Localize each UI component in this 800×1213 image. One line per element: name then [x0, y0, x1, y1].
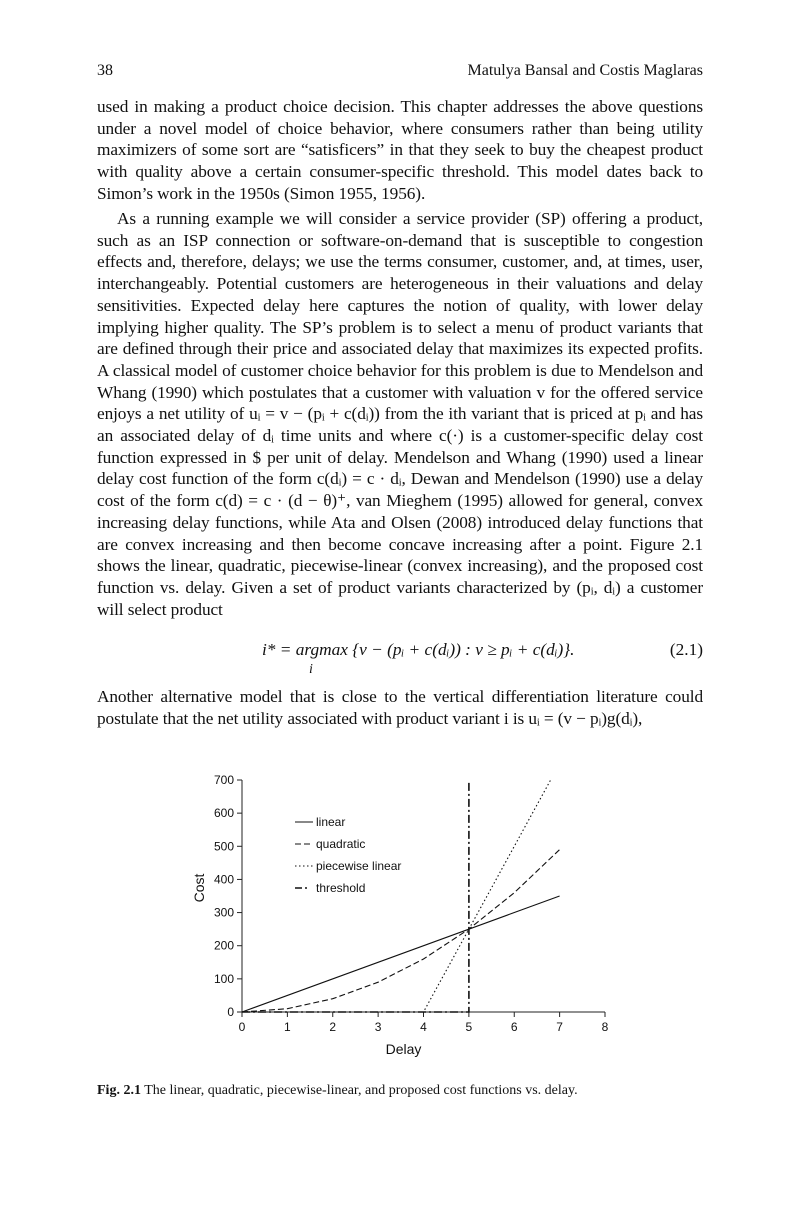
legend-label: quadratic — [316, 837, 366, 851]
legend-label: piecewise linear — [316, 859, 402, 873]
y-tick-label: 400 — [213, 872, 234, 887]
x-tick-label: 6 — [510, 1020, 518, 1034]
equation-2-1 — [97, 632, 703, 676]
x-tick-label: 3 — [374, 1020, 382, 1034]
x-tick-label: 2 — [329, 1020, 337, 1034]
equation-subscript: i — [309, 662, 313, 677]
equation-text: i* = argmax {v − (pᵢ + c(dᵢ)) : v ≥ pᵢ + c(dᵢ)}. — [262, 640, 575, 659]
paragraph-text: As a running example we will consider a service provider (SP) offering a product, such as an ISP connection or software-on-demand that is susceptible to congestion effects and, therefore, delays; we use the terms consumer, customer, and, at times, user, interchangeably. Potential customers are heterogeneous in their valuations and delay sensitivities. Expected delay here captures the notion of quality, with lower delay implying higher quality. The SP’s problem is to select a menu of product variants that are defined through their price and associated delay that maximizes its expected profits. A classical model of customer choice behavior for this problem is due to Mendelson and Whang (1990) which postulates that a customer with valuation v for the offered service enjoys a net utility of uᵢ = v − (pᵢ + c(dᵢ)) from the ith variant that is priced at pᵢ and has an associated delay of dᵢ time units and where c(·) is a customer-specific delay cost function expressed in $ per unit of delay. Mendelson and Whang (1990) used a linear delay cost function of the form c(dᵢ) = c · dᵢ, Dewan and Mendelson (1990) use a delay cost of the form c(d) = c · (d − θ)⁺, van Mieghem (1995) allowed for general, convex increasing delay functions, while Ata and Olsen (2008) introduced delay functions that are convex increasing and then become concave increasing after a point. Figure 2.1 shows the linear, quadratic, piecewise-linear (convex increasing), and the proposed cost function vs. delay. Given a set of product variants characterized by (pᵢ, dᵢ) a customer will select product — [97, 209, 703, 619]
y-tick-label: 300 — [213, 905, 234, 920]
page-header — [97, 60, 703, 82]
x-tick-label: 7 — [556, 1020, 563, 1034]
series-line-threshold — [242, 780, 469, 1012]
y-tick-label: 100 — [213, 971, 234, 986]
y-tick-label: 600 — [213, 806, 234, 821]
body-paragraph-1 — [97, 96, 703, 205]
cost-delay-chart — [180, 770, 620, 1060]
body-paragraph-3 — [97, 686, 703, 729]
x-tick-label: 4 — [420, 1020, 427, 1034]
legend-label: linear — [316, 815, 346, 829]
series-line-linear — [242, 896, 560, 1012]
x-tick-label: 0 — [238, 1020, 246, 1034]
page-number: 38 — [97, 62, 113, 79]
body-paragraph-2 — [97, 208, 703, 620]
equation-number: (2.1) — [669, 640, 703, 659]
x-tick-label: 1 — [284, 1020, 291, 1034]
y-tick-label: 700 — [213, 773, 234, 787]
x-axis-label: Delay — [385, 1041, 422, 1057]
x-tick-label: 5 — [465, 1020, 473, 1034]
paragraph-text: used in making a product choice decision. This chapter addresses the above questions under a novel model of choice behavior, where consumers rather than being utility maximizers of some sort are “satisficers” in that they seek to buy the cheapest product with quality above a certain consumer-specific threshold. This model dates back to Simon’s work in the 1950s (Simon 1955, 1956). — [97, 97, 703, 203]
equation-body — [262, 640, 575, 677]
y-tick-label: 200 — [213, 938, 234, 953]
legend-label: threshold — [316, 881, 366, 895]
figure-caption — [97, 1082, 703, 1100]
caption-label: Fig. 2.1 — [97, 1083, 141, 1098]
y-axis-label: Cost — [191, 873, 207, 903]
series-line-quadratic — [242, 850, 560, 1012]
x-tick-label: 8 — [601, 1020, 609, 1034]
figure-2-1 — [180, 770, 620, 1060]
y-tick-label: 500 — [213, 839, 234, 854]
y-tick-label: 0 — [227, 1005, 234, 1019]
running-head: Matulya Bansal and Costis Maglaras — [467, 62, 703, 79]
paragraph-text: Another alternative model that is close to the vertical differentiation literature could postulate that the net utility associated with product variant i is uᵢ = (v − pᵢ)g(dᵢ), — [97, 687, 703, 728]
caption-text: The linear, quadratic, piecewise-linear, and proposed cost functions vs. delay. — [140, 1083, 578, 1098]
series-line-piecewise-linear — [242, 780, 551, 1012]
